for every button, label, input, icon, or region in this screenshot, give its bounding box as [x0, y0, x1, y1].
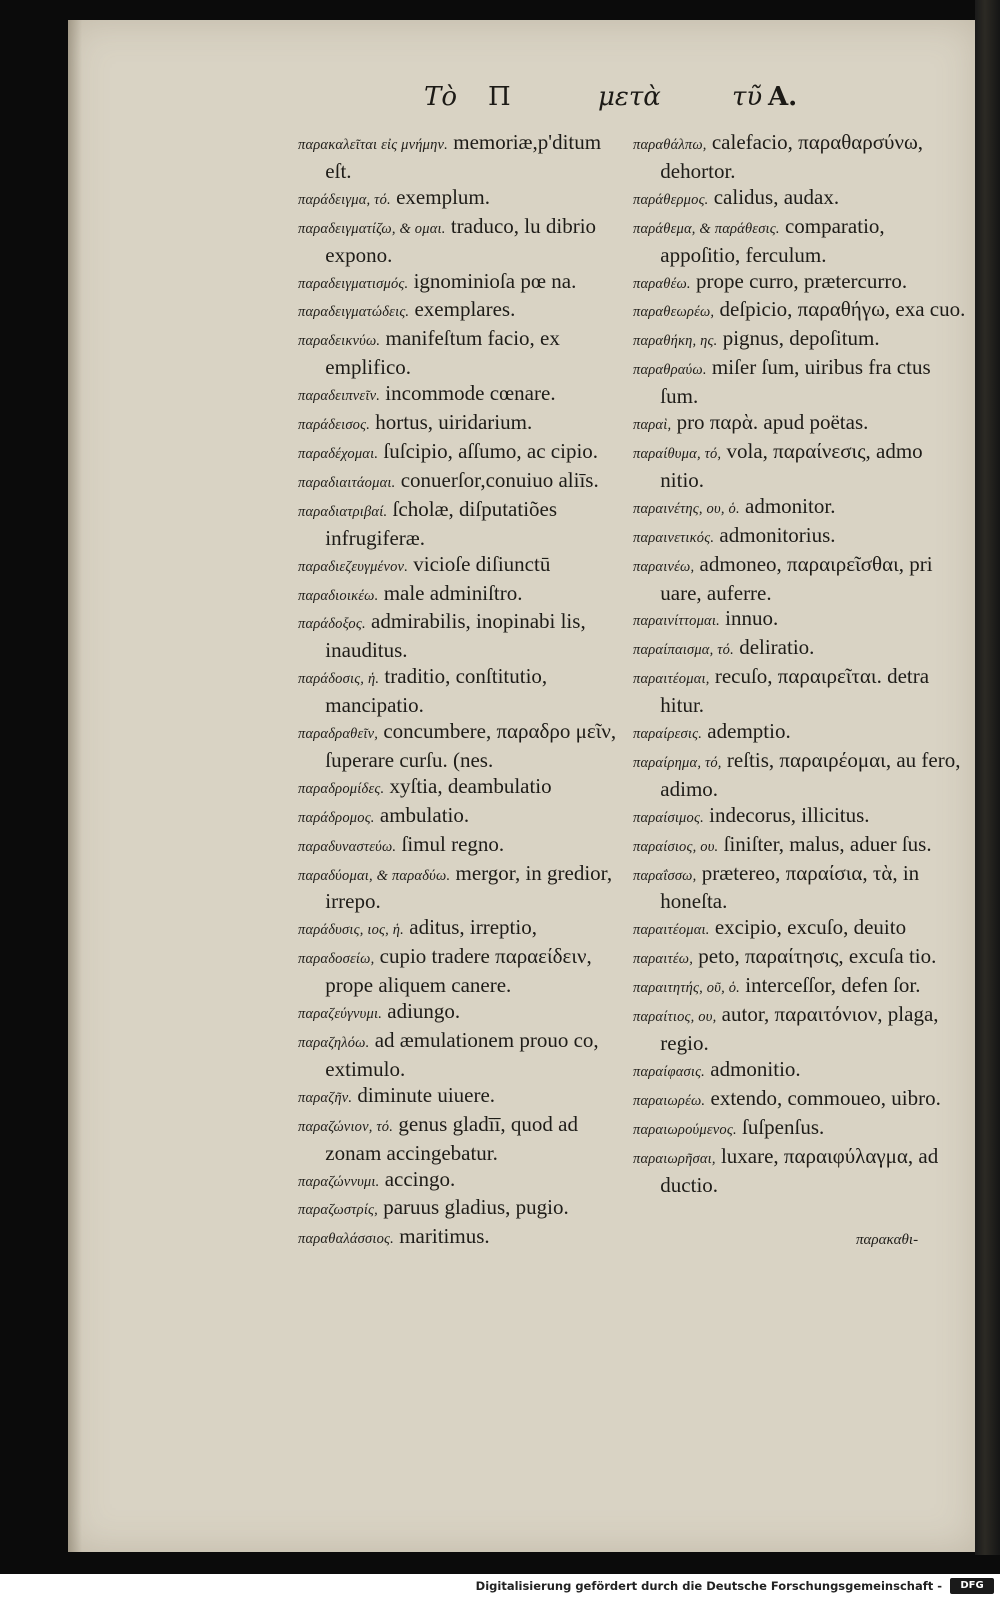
greek-headword: παραιωρῆσαι, [633, 1150, 716, 1167]
latin-gloss: admirabilis, inopinabi lis, inauditus. [325, 609, 586, 663]
greek-headword: παραίσιμος. [633, 809, 704, 826]
dictionary-entry [633, 297, 968, 326]
dictionary-entry [633, 915, 968, 944]
dfg-logo: DFG [950, 1578, 994, 1594]
latin-gloss: miſer ſum, uiribus fra ctus ſum. [660, 355, 931, 409]
dictionary-entry [298, 1028, 628, 1083]
latin-gloss: traduco, lu dibrio expono. [325, 213, 597, 267]
dictionary-entry [633, 1086, 968, 1115]
dictionary-entry [298, 185, 628, 214]
greek-headword: παραζεύγνυμι. [298, 1006, 383, 1023]
greek-headword: παραδρομίδες. [298, 780, 385, 797]
greek-headword: παραθαλάσσιος. [298, 1231, 394, 1248]
latin-gloss: excipio, excuſo, deuito [709, 915, 907, 940]
greek-headword: παραίσιος, ου. [633, 838, 719, 855]
dictionary-entry [298, 1112, 628, 1167]
latin-gloss: prope curro, prætercurro. [690, 268, 908, 293]
greek-headword: παραθεωρέω, [633, 304, 715, 321]
greek-headword: παραίτιος, ου, [633, 1009, 717, 1026]
latin-gloss: ignominioſa pœ na. [408, 268, 577, 293]
dictionary-entry [633, 944, 968, 973]
dictionary-entry [298, 999, 628, 1028]
latin-gloss: hortus, uiridarium. [370, 410, 533, 435]
dictionary-entry [633, 1002, 968, 1057]
dictionary-entry [633, 606, 968, 635]
dictionary-entry [633, 326, 968, 355]
greek-headword: παραδυναστεύω. [298, 838, 397, 855]
greek-headword: παράδρομος. [298, 809, 375, 826]
greek-headword: παραΐσσω, [633, 867, 697, 884]
latin-gloss: exemplares. [409, 297, 516, 322]
latin-gloss: extendo, commoueo, uibro. [705, 1085, 941, 1110]
latin-gloss: reſtis, παραιρέομαι, au fero, adimo. [660, 747, 961, 801]
dictionary-entry [633, 803, 968, 832]
catchword: παρακαθι- [856, 1232, 919, 1248]
greek-headword: παραδειγματώδεις. [298, 304, 410, 321]
greek-headword: παραινετικός. [633, 529, 715, 546]
dictionary-entry [298, 774, 628, 803]
dictionary-entry [298, 269, 628, 298]
latin-gloss: aditus, irreptio, [404, 915, 537, 940]
greek-headword: παραδύομαι, & παραδύω. [298, 867, 451, 884]
latin-gloss: diminute uiuere. [352, 1082, 496, 1107]
greek-headword: παραινέω, [633, 558, 695, 575]
greek-headword: παραιτέω, [633, 951, 694, 968]
greek-headword: παραδειπνεῖν. [298, 388, 381, 405]
latin-gloss: pro παρὰ. apud poëtas. [671, 410, 869, 435]
greek-headword: παραζωστρίς, [298, 1202, 378, 1219]
dictionary-entry [633, 973, 968, 1002]
latin-gloss: manifeſtum facio, ex emplifico. [325, 326, 560, 380]
latin-gloss: deſpicio, παραθήγω, exa cuo. [714, 297, 966, 322]
running-head-word: Π [488, 82, 511, 112]
footer-credit: Digitalisierung gefördert durch die Deutsche Forschungsgemeinschaft - [475, 1579, 942, 1593]
greek-headword: παραίρεσις. [633, 726, 703, 743]
greek-headword: παράδοξος. [298, 616, 366, 633]
latin-gloss: ſuſpenſus. [736, 1114, 825, 1139]
greek-headword: παραδοσείω, [298, 951, 375, 968]
dictionary-entry [298, 1224, 628, 1253]
greek-headword: παραινίττομαι. [633, 613, 720, 630]
dictionary-entry [633, 635, 968, 664]
greek-headword: παραιτέομαι. [633, 922, 710, 939]
latin-gloss: paruus gladius, pugio. [377, 1195, 569, 1220]
latin-gloss: pignus, depoſitum. [717, 326, 880, 351]
dictionary-entry [298, 832, 628, 861]
dictionary-entry [633, 269, 968, 298]
dictionary-entry [298, 552, 628, 581]
greek-headword: παραδιαιτάομαι. [298, 474, 396, 491]
latin-gloss: male adminiſtro. [378, 580, 523, 605]
latin-gloss: adiungo. [382, 999, 461, 1024]
greek-headword: παραδιοικέω. [298, 587, 379, 604]
greek-headword: παραδειγματίζω, & ομαι. [298, 220, 446, 237]
latin-gloss: concumbere, παραδρο μεῖν, ſuperare curſu. (nes. [325, 719, 617, 772]
dictionary-entry [298, 130, 628, 185]
dictionary-entry [633, 1057, 968, 1086]
dictionary-entry [633, 214, 968, 269]
latin-gloss: vicioſe diſiunctū [408, 551, 551, 576]
greek-headword: παραιτέομαι, [633, 671, 710, 688]
dictionary-entry [298, 297, 628, 326]
latin-gloss: admonitorius. [714, 522, 836, 547]
greek-headword: παράθερμος. [633, 191, 709, 208]
latin-gloss: recuſo, παραιρεῖται. detra hitur. [660, 664, 930, 718]
greek-headword: παραθραύω. [633, 362, 707, 379]
latin-gloss: maritimus. [393, 1224, 490, 1249]
left-column [298, 130, 628, 1253]
dictionary-entry [298, 861, 628, 916]
dictionary-entry [298, 1083, 628, 1112]
running-head-word: Α. [768, 82, 798, 112]
dictionary-entry [298, 468, 628, 497]
greek-headword: παραίρημα, τό, [633, 754, 722, 771]
latin-gloss: prætereo, παραίσια, τὰ, in honeſta. [660, 860, 920, 914]
dictionary-entry [298, 410, 628, 439]
latin-gloss: luxare, παραιφύλαγμα, ad ductio. [660, 1143, 939, 1197]
dictionary-entry [298, 381, 628, 410]
latin-gloss: ſcholæ, diſputatiões infrugiferæ. [325, 496, 558, 550]
dictionary-entry [298, 803, 628, 832]
greek-headword: παράδεισος. [298, 417, 371, 434]
dictionary-entry [633, 185, 968, 214]
dictionary-entry [633, 494, 968, 523]
greek-headword: παραίφασις. [633, 1063, 705, 1080]
latin-gloss: xyſtia, deambulatio [384, 773, 552, 798]
latin-gloss: ſimul regno. [396, 831, 505, 856]
latin-gloss: interceſſor, defen ſor. [740, 973, 921, 998]
greek-headword: παραζώνιον, τό. [298, 1118, 394, 1135]
greek-headword: παράδειγμα, τό. [298, 191, 391, 208]
dictionary-entry [298, 497, 628, 552]
latin-gloss: calidus, audax. [708, 184, 840, 209]
dictionary-entry [298, 609, 628, 664]
greek-headword: παραζώννυμι. [298, 1173, 380, 1190]
dictionary-entry [633, 410, 968, 439]
greek-headword: παραδιατριβαί. [298, 503, 388, 520]
latin-gloss: calefacio, παραθαρσύνω, dehortor. [660, 130, 924, 183]
latin-gloss: ambulatio. [374, 802, 470, 827]
greek-headword: παραὶ, [633, 417, 672, 434]
greek-headword: παραίθυμα, τό, [633, 445, 722, 462]
latin-gloss: incommode cœnare. [380, 381, 556, 406]
latin-gloss: admoneo, παραιρεῖσθαι, pri uare, auferre. [660, 551, 933, 605]
dictionary-entry [633, 355, 968, 410]
running-head-word: μετὰ [598, 82, 661, 112]
dictionary-entry [298, 664, 628, 719]
greek-headword: παραθάλπω, [633, 137, 707, 153]
dictionary-entry [298, 1195, 628, 1224]
dictionary-entry [298, 944, 628, 999]
page-edge-strip [975, 0, 1000, 1555]
dictionary-entry [633, 832, 968, 861]
latin-gloss: traditio, conſtitutio, mancipatio. [325, 664, 548, 718]
greek-headword: παράθεμα, & παράθεσις. [633, 220, 780, 237]
greek-headword: παραθήκη, ης. [633, 333, 718, 350]
latin-gloss: comparatio, appoſitio, ferculum. [660, 213, 885, 267]
greek-headword: παράδυσις, ιος, ἡ. [298, 922, 404, 939]
greek-headword: παρακαλεῖται εἰς μνήμην. [298, 137, 448, 153]
dictionary-entry [298, 214, 628, 269]
latin-gloss: deliratio. [733, 635, 815, 660]
dictionary-entry [633, 719, 968, 748]
latin-gloss: vola, παραίνεσις, admo nitio. [660, 438, 923, 492]
greek-headword: παραδραθεῖν, [298, 726, 379, 743]
latin-gloss: ademptio. [702, 719, 791, 744]
dictionary-entry [298, 581, 628, 610]
latin-gloss: innuo. [719, 606, 779, 631]
latin-gloss: autor, παραιτόνιον, plaga, regio. [660, 1002, 939, 1055]
dictionary-entry [633, 552, 968, 607]
latin-gloss: genus gladīī, quod ad zonam accingebatur. [325, 1111, 578, 1165]
greek-headword: παραδέχομαι. [298, 445, 379, 462]
dictionary-entry [298, 915, 628, 944]
dictionary-entry [633, 1144, 968, 1199]
dictionary-entry [633, 664, 968, 719]
latin-gloss: peto, παραίτησις, excuſa tio. [693, 944, 937, 969]
greek-headword: παραζῆν. [298, 1089, 353, 1106]
dictionary-entry [633, 439, 968, 494]
footer-bar [0, 1574, 1000, 1599]
dictionary-entry [298, 1167, 628, 1196]
latin-gloss: conuerſor,conuiuo aliīs. [395, 467, 599, 492]
greek-headword: παραθέω. [633, 275, 691, 292]
dictionary-entry [633, 130, 968, 185]
latin-gloss: ſiniſter, malus, aduer ſus. [718, 831, 932, 856]
greek-headword: παραιωρέω. [633, 1092, 706, 1109]
greek-headword: παραδιεζευγμένον. [298, 558, 409, 575]
greek-headword: παράδοσις, ἡ. [298, 671, 380, 688]
greek-headword: παραδεικνύω. [298, 333, 381, 350]
dictionary-entry [633, 523, 968, 552]
greek-headword: παραιτητής, οῦ, ὁ. [633, 980, 741, 997]
latin-gloss: memoriæ,p'ditum eſt. [325, 130, 602, 183]
greek-headword: παραιωρούμενος. [633, 1121, 737, 1138]
latin-gloss: admonitio. [705, 1056, 801, 1081]
latin-gloss: accingo. [379, 1166, 456, 1191]
greek-headword: παραζηλόω. [298, 1035, 370, 1051]
latin-gloss: ad æmulationem prouo co, extimulo. [325, 1028, 599, 1081]
dictionary-entry [633, 861, 968, 916]
latin-gloss: admonitor. [739, 493, 836, 518]
latin-gloss: ſuſcipio, aſſumo, ac cipio. [378, 438, 599, 463]
right-column [633, 130, 968, 1198]
latin-gloss: indecorus, illicitus. [703, 802, 870, 827]
latin-gloss: mergor, in gredior, irrepo. [325, 860, 613, 914]
dictionary-entry [298, 719, 628, 774]
dictionary-entry [633, 748, 968, 803]
dictionary-entry [298, 326, 628, 381]
running-head [0, 82, 1000, 122]
dictionary-entry [633, 1115, 968, 1144]
latin-gloss: exemplum. [390, 184, 491, 209]
greek-headword: παραδειγματισμός. [298, 275, 409, 292]
latin-gloss: cupio tradere παραείδειν, prope aliquem canere. [325, 944, 592, 998]
greek-headword: παραινέτης, ου, ὁ. [633, 500, 740, 517]
dictionary-entry [298, 439, 628, 468]
greek-headword: παραίπαισμα, τό. [633, 642, 734, 659]
running-head-word: Τὸ [424, 82, 457, 112]
running-head-word: τῦ [732, 82, 763, 112]
